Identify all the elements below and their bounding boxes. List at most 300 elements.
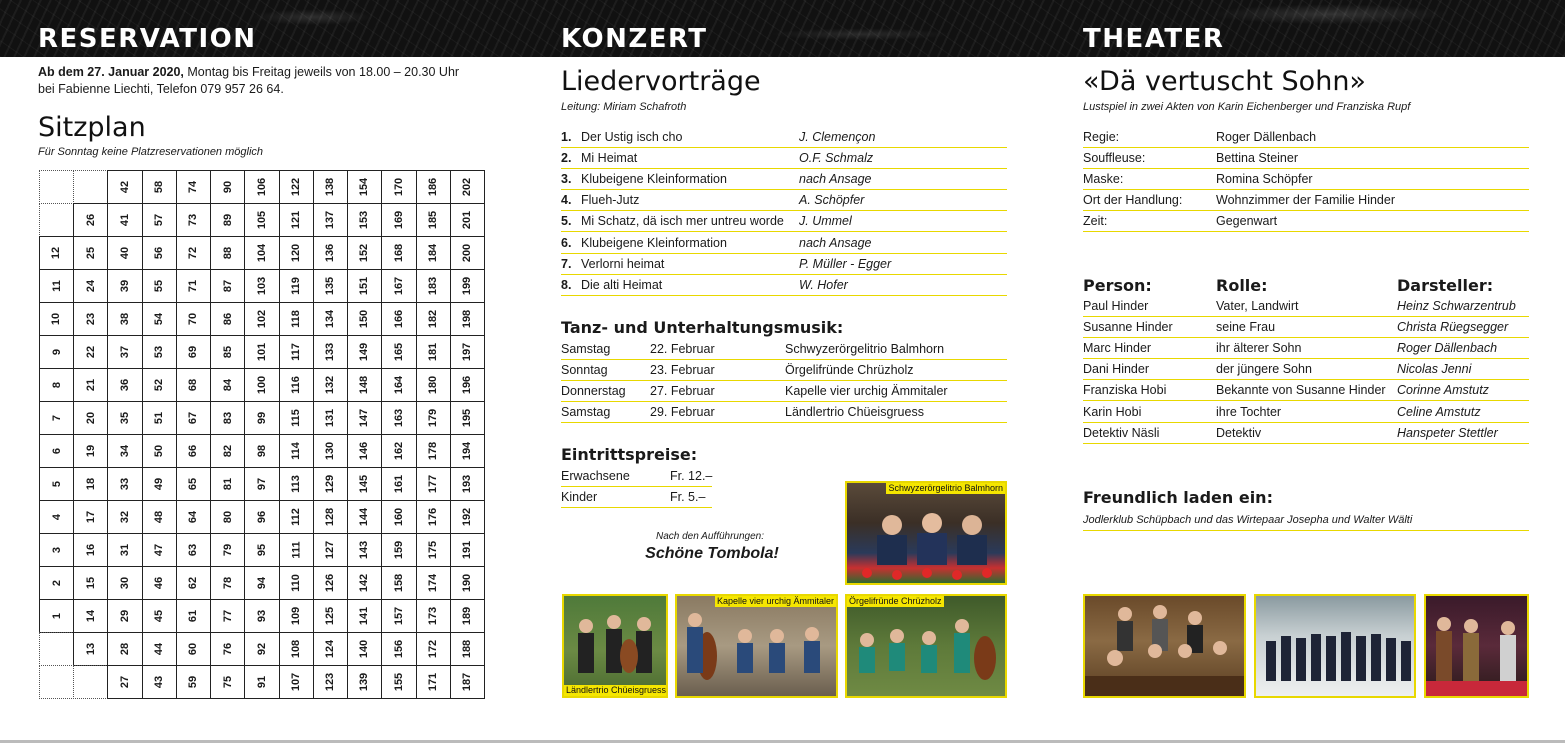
photo-chueis: [562, 594, 668, 698]
seat-number: 202: [461, 177, 474, 197]
seat-number: 102: [255, 309, 268, 329]
seat-number: 113: [290, 475, 303, 493]
cast-darsteller: Celine Amstutz: [1397, 404, 1481, 419]
seat: [142, 467, 177, 501]
song-number: 5.: [561, 214, 572, 229]
seat: [450, 401, 485, 435]
seat-number: 80: [221, 510, 234, 524]
seat: [279, 236, 314, 270]
seat-number: 101: [255, 342, 268, 362]
seat: [39, 533, 74, 567]
seat: [107, 236, 142, 270]
seat: [416, 170, 451, 204]
caption-kapelle: Kapelle vier urchig Ämmitaler: [716, 596, 834, 606]
seat-number: 171: [427, 672, 440, 692]
song-row: [561, 233, 1007, 254]
seat-number: 62: [187, 576, 200, 590]
song-composer: nach Ansage: [799, 235, 872, 250]
seat-number: 32: [119, 510, 132, 524]
seat-number: 116: [290, 376, 303, 394]
cast-rolle: ihre Tochter: [1216, 404, 1282, 419]
crew-label: Regie:: [1083, 130, 1120, 144]
seat-number: 9: [50, 348, 63, 356]
seat-number: 30: [119, 576, 132, 590]
seat: [107, 533, 142, 567]
cast-row: [1083, 338, 1529, 359]
seat-number: 146: [358, 441, 371, 461]
section-title-theater: THEATER: [1083, 24, 1225, 54]
seat-number: 83: [221, 411, 234, 425]
tanz-band: Ländlertrio Chüeisgruess: [785, 405, 924, 419]
seat: [416, 236, 451, 270]
cast-person: Marc Hinder: [1083, 341, 1152, 356]
seat: [107, 203, 142, 237]
seat: [210, 533, 245, 567]
seat: [416, 368, 451, 402]
seat-number: 79: [221, 543, 234, 557]
seat: [450, 302, 485, 336]
seat-number: 6: [50, 447, 63, 455]
song-row: [561, 127, 1007, 148]
preis-label: Kinder: [561, 490, 598, 504]
seat-number: 176: [427, 507, 440, 527]
crew-label: Zeit:: [1083, 214, 1108, 229]
seat: [450, 236, 485, 270]
seat-number: 182: [427, 309, 440, 329]
seat-number: 136: [324, 243, 337, 263]
seat: [39, 335, 74, 369]
seat-number: 93: [255, 609, 268, 623]
seat: [142, 302, 177, 336]
seat: [416, 401, 451, 435]
cast-row: [1083, 402, 1529, 423]
seat-number: 140: [358, 639, 371, 659]
seat: [313, 566, 348, 600]
song-number: 8.: [561, 277, 572, 292]
seat-number: 188: [461, 639, 474, 659]
theater-title: «Dä vertuscht Sohn»: [1083, 66, 1366, 97]
seat: [244, 236, 279, 270]
photo-kapelle: [675, 594, 838, 698]
seat-number: 106: [255, 177, 268, 197]
seat: [142, 632, 177, 666]
seat-number: 76: [221, 642, 234, 656]
seat-number: 21: [84, 378, 97, 392]
seat: [416, 566, 451, 600]
seat: [244, 335, 279, 369]
tanz-band: Örgelifründe Chrüzholz: [785, 363, 914, 377]
seat-number: 69: [187, 345, 200, 359]
seat-number: 148: [358, 375, 371, 395]
seat: [279, 632, 314, 666]
seat-number: 137: [324, 210, 337, 230]
song-title: Klubeigene Kleinformation: [581, 235, 727, 250]
seat: [176, 170, 211, 204]
seat-number: 64: [187, 510, 200, 524]
photo-theater-2-figures: [1256, 596, 1416, 698]
tanz-day: Sonntag: [561, 363, 608, 377]
seat: [107, 599, 142, 633]
seat-number: 200: [461, 243, 474, 263]
seat: [450, 269, 485, 303]
seat-number: 42: [119, 180, 132, 194]
seat-number: 139: [358, 672, 371, 692]
seat: [210, 467, 245, 501]
seat: [107, 632, 142, 666]
crew-value: Bettina Steiner: [1216, 151, 1298, 166]
seat-number: 183: [427, 276, 440, 296]
tanz-day: Samstag: [561, 405, 611, 419]
reservation-contact: bei Fabienne Liechti, Telefon 079 957 26 64.: [38, 82, 284, 96]
sitzplan-note: Für Sonntag keine Platzreservationen möglich: [38, 146, 264, 158]
seat: [244, 269, 279, 303]
seat-number: 98: [255, 444, 268, 458]
photo-theater-3: [1424, 594, 1529, 698]
seat: [73, 335, 108, 369]
seat: [210, 170, 245, 204]
song-number: 1.: [561, 130, 572, 144]
seat: [73, 632, 108, 666]
cast-rolle: Vater, Landwirt: [1216, 299, 1299, 313]
seat: [279, 434, 314, 468]
song-composer: P. Müller - Egger: [799, 256, 892, 271]
seat-number: 57: [153, 213, 166, 227]
seat-number: 112: [290, 508, 303, 526]
seat: [73, 467, 108, 501]
seat-number: 129: [324, 474, 337, 494]
seat-number: 173: [427, 606, 440, 626]
photo-balmhorn: [845, 481, 1007, 585]
seat: [244, 203, 279, 237]
seat: [73, 434, 108, 468]
seat-number: 43: [153, 675, 166, 689]
seat-number: 34: [119, 444, 132, 458]
crew-label: Souffleuse:: [1083, 151, 1146, 166]
seat-number: 75: [221, 675, 234, 689]
seat-number: 7: [50, 414, 63, 422]
seat-empty: [39, 170, 74, 204]
seat-number: 72: [187, 246, 200, 260]
seat: [244, 599, 279, 633]
seat: [39, 236, 74, 270]
seat-number: 39: [119, 279, 132, 293]
seat: [176, 368, 211, 402]
seat: [176, 566, 211, 600]
preise-title: Eintrittspreise:: [561, 445, 698, 464]
cast-row: [1083, 296, 1529, 317]
seat: [73, 269, 108, 303]
seat: [416, 335, 451, 369]
cast-person: Susanne Hinder: [1083, 320, 1173, 335]
song-number: 4.: [561, 193, 572, 208]
seat-number: 16: [84, 543, 97, 557]
seat: [142, 533, 177, 567]
seat-number: 90: [221, 180, 234, 194]
seat: [347, 632, 382, 666]
seat: [142, 665, 177, 699]
seat: [313, 599, 348, 633]
tanz-date: 27. Februar: [650, 384, 715, 398]
seat: [39, 566, 74, 600]
song-number: 6.: [561, 235, 572, 250]
tanz-row: [561, 360, 1007, 381]
caption-balmhorn: Schwyzerörgelitrio Balmhorn: [888, 483, 1003, 493]
photo-theater-1: [1083, 594, 1246, 698]
cast-header-rolle: Rolle:: [1216, 276, 1268, 295]
seat-number: 152: [358, 243, 371, 263]
seat-number: 177: [427, 474, 440, 494]
cast-row: [1083, 359, 1529, 380]
seat: [176, 533, 211, 567]
seat: [107, 368, 142, 402]
seat-number: 52: [153, 378, 166, 392]
seat-empty: [73, 170, 108, 204]
seat: [142, 566, 177, 600]
seat: [107, 401, 142, 435]
seat: [176, 467, 211, 501]
seat-number: 50: [153, 444, 166, 458]
seat-number: 169: [392, 210, 405, 230]
seat-number: 55: [153, 279, 166, 293]
preis-row: [561, 487, 712, 508]
reservation-hours: Montag bis Freitag jeweils von 18.00 – 20.30 Uhr: [183, 65, 460, 79]
seat-number: 96: [255, 510, 268, 524]
seat: [381, 368, 416, 402]
seat: [210, 434, 245, 468]
preis-value: Fr. 5.–: [670, 490, 706, 504]
seat: [176, 599, 211, 633]
photo-chruz: [845, 594, 1007, 698]
tanz-row: [561, 402, 1007, 423]
tanz-date: 29. Februar: [650, 405, 715, 419]
seat-number: 13: [84, 642, 97, 656]
seat: [210, 632, 245, 666]
tombola-text: Schöne Tombola!: [645, 545, 779, 562]
seat-number: 48: [153, 510, 166, 524]
seat: [107, 302, 142, 336]
crew-row: [1083, 211, 1529, 232]
seat-number: 119: [290, 277, 303, 295]
seat: [210, 665, 245, 699]
cast-darsteller: Nicolas Jenni: [1397, 362, 1472, 377]
seat-number: 59: [187, 675, 200, 689]
seat-number: 58: [153, 180, 166, 194]
seat: [279, 467, 314, 501]
seat-number: 165: [392, 342, 405, 362]
seat: [279, 302, 314, 336]
song-row: [561, 254, 1007, 275]
seat: [107, 335, 142, 369]
reservation-info: [38, 64, 459, 98]
song-number: 3.: [561, 172, 572, 187]
seat-number: 61: [187, 609, 200, 623]
seat-number: 167: [392, 276, 405, 296]
seat: [176, 500, 211, 534]
seat: [107, 170, 142, 204]
seat: [176, 401, 211, 435]
seat-number: 100: [255, 375, 268, 395]
seat-empty: [39, 632, 74, 666]
seat-number: 126: [324, 573, 337, 593]
seat: [450, 665, 485, 699]
seat: [347, 170, 382, 204]
crew-value: Gegenwart: [1216, 214, 1278, 229]
seat: [73, 203, 108, 237]
seat: [210, 236, 245, 270]
konzert-leitung: Leitung: Miriam Schafroth: [561, 101, 687, 113]
seat: [244, 500, 279, 534]
seat: [347, 467, 382, 501]
seat-number: 111: [290, 541, 303, 559]
seat-number: 197: [461, 342, 474, 362]
seat-number: 181: [427, 342, 440, 362]
seat: [142, 203, 177, 237]
seat: [73, 368, 108, 402]
seat: [210, 566, 245, 600]
song-composer: W. Hofer: [799, 277, 848, 292]
seat-number: 120: [290, 243, 303, 263]
seat-number: 99: [255, 411, 268, 425]
seat: [107, 500, 142, 534]
seat-number: 150: [358, 309, 371, 329]
cast-person: Franziska Hobi: [1083, 383, 1167, 398]
seat-number: 175: [427, 540, 440, 560]
photo-theater-3-figures: [1426, 596, 1529, 698]
seat-number: 134: [324, 309, 337, 329]
seat-number: 5: [50, 480, 63, 488]
song-title: Klubeigene Kleinformation: [581, 172, 727, 187]
section-title-reservation: RESERVATION: [38, 24, 257, 54]
seat-number: 78: [221, 576, 234, 590]
crew-row: [1083, 148, 1529, 169]
crew-label: Maske:: [1083, 172, 1124, 187]
seat: [313, 335, 348, 369]
song-title: Die alti Heimat: [581, 277, 663, 292]
caption-chruz: Örgelifründe Chrüzholz: [849, 596, 942, 606]
seat-number: 19: [84, 444, 97, 458]
tanz-day: Samstag: [561, 342, 611, 356]
song-composer: A. Schöpfer: [799, 193, 865, 208]
section-title-konzert: KONZERT: [561, 24, 708, 54]
seat-number: 138: [324, 177, 337, 197]
seat-number: 174: [427, 573, 440, 593]
seat-number: 92: [255, 642, 268, 656]
seat: [347, 269, 382, 303]
seat-number: 118: [290, 310, 303, 328]
seat-number: 168: [392, 243, 405, 263]
photo-balmhorn-figures: [847, 483, 1007, 585]
seat: [381, 566, 416, 600]
seat-number: 199: [461, 276, 474, 296]
seat: [279, 368, 314, 402]
seat-number: 201: [461, 210, 474, 230]
preis-value: Fr. 12.–: [670, 469, 713, 483]
seat: [381, 665, 416, 699]
seat: [279, 665, 314, 699]
seat: [313, 665, 348, 699]
seat: [244, 467, 279, 501]
seat-number: 161: [392, 474, 405, 494]
seat-number: 12: [50, 246, 63, 260]
seat-number: 154: [358, 177, 371, 197]
cast-darsteller: Hanspeter Stettler: [1397, 425, 1498, 440]
seat-number: 23: [84, 312, 97, 326]
seat: [39, 599, 74, 633]
seat-number: 142: [358, 573, 371, 593]
seat: [279, 401, 314, 435]
crew-value: Roger Dällenbach: [1216, 130, 1317, 144]
seat: [244, 665, 279, 699]
seat: [381, 434, 416, 468]
seat-number: 29: [119, 609, 132, 623]
seat: [450, 599, 485, 633]
seat-number: 186: [427, 177, 440, 197]
seat: [244, 533, 279, 567]
seat-number: 95: [255, 543, 268, 557]
tanz-date: 23. Februar: [650, 363, 715, 377]
seat-number: 194: [461, 441, 474, 461]
seat-number: 190: [461, 573, 474, 593]
preis-row: [561, 466, 712, 487]
seat: [244, 632, 279, 666]
seat-number: 133: [324, 342, 337, 362]
seat: [347, 434, 382, 468]
seat: [107, 665, 142, 699]
seat-number: 110: [290, 574, 303, 592]
seat: [381, 302, 416, 336]
seat: [347, 236, 382, 270]
seat-number: 141: [358, 606, 371, 626]
seat: [107, 269, 142, 303]
seat-number: 163: [392, 408, 405, 428]
seat-number: 33: [119, 477, 132, 491]
seat-empty: [73, 665, 108, 699]
crew-value: Wohnzimmer der Familie Hinder: [1216, 193, 1395, 208]
seat: [73, 302, 108, 336]
seat: [73, 566, 108, 600]
seat: [244, 302, 279, 336]
seat: [176, 203, 211, 237]
seat: [244, 434, 279, 468]
seat: [450, 170, 485, 204]
seat: [381, 533, 416, 567]
seat-number: 158: [392, 573, 405, 593]
seat-number: 160: [392, 507, 405, 527]
seat: [107, 467, 142, 501]
seat: [210, 500, 245, 534]
seat-number: 195: [461, 408, 474, 428]
seat: [210, 302, 245, 336]
seat-empty: [39, 665, 74, 699]
tanz-row: [561, 381, 1007, 402]
seat-number: 179: [427, 408, 440, 428]
seat: [210, 368, 245, 402]
seat-number: 88: [221, 246, 234, 260]
seat: [381, 500, 416, 534]
song-row: [561, 190, 1007, 211]
cast-person: Dani Hinder: [1083, 362, 1150, 377]
seat-number: 28: [119, 642, 132, 656]
seat: [142, 368, 177, 402]
seat: [450, 434, 485, 468]
song-title: Verlorni heimat: [581, 256, 665, 271]
seat: [73, 401, 108, 435]
seat: [313, 467, 348, 501]
seat: [210, 335, 245, 369]
seat-number: 1: [50, 612, 63, 620]
seat-number: 25: [84, 246, 97, 260]
seat-number: 149: [358, 342, 371, 362]
